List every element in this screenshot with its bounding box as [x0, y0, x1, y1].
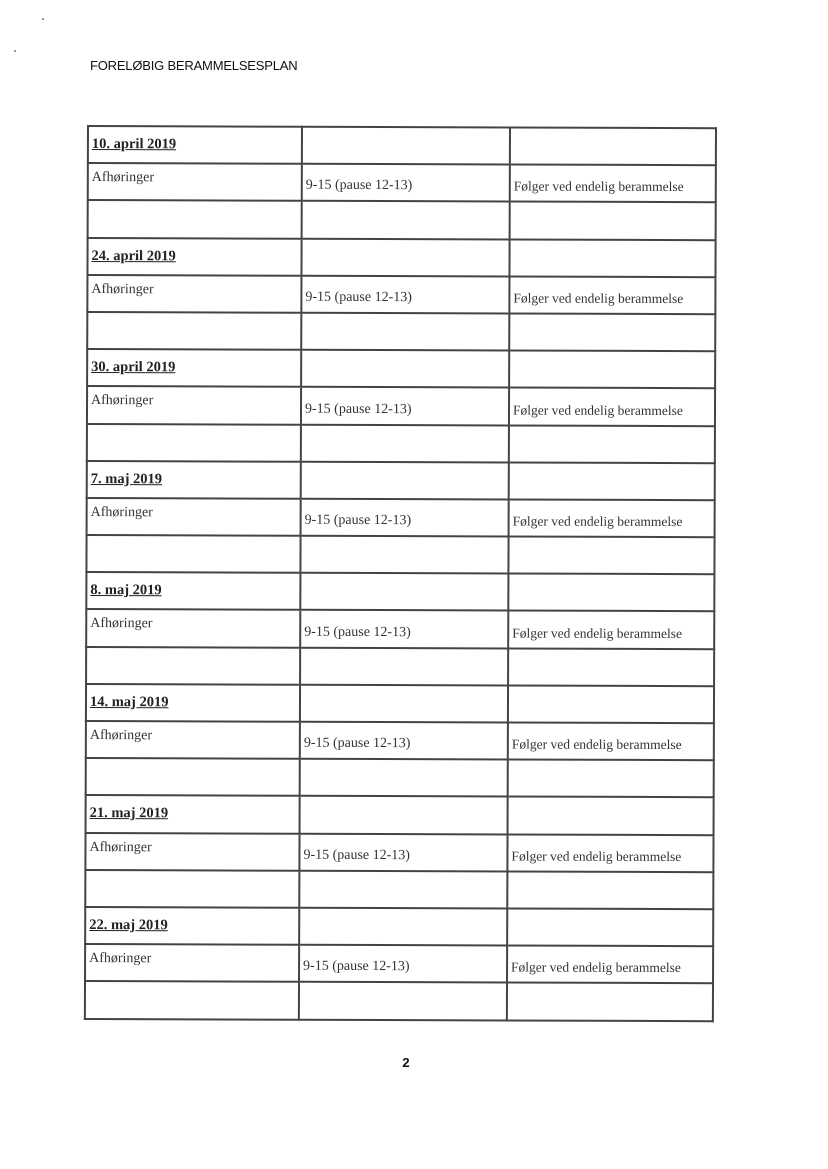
empty-cell — [86, 647, 300, 685]
session-date-row — [88, 126, 716, 165]
session-date: 22. maj 2019 — [89, 917, 168, 934]
empty-cell — [87, 424, 301, 462]
session-time: 9-15 (pause 12-13) — [301, 387, 509, 425]
session-note: Følger ved endelig berammelse — [510, 165, 716, 203]
blank-row — [86, 647, 714, 686]
session-date: 30. april 2019 — [91, 359, 176, 376]
session-detail-row — [86, 609, 714, 648]
blank-row — [85, 981, 713, 1020]
empty-cell — [86, 535, 300, 573]
scan-speck — [14, 50, 16, 52]
empty-cell — [85, 870, 299, 908]
blank-row — [85, 870, 713, 909]
empty-cell — [300, 685, 508, 723]
empty-cell — [508, 685, 714, 723]
session-time: 9-15 (pause 12-13) — [301, 275, 509, 313]
session-date-row — [85, 907, 713, 946]
session-note: Følger ved endelig berammelse — [509, 276, 715, 314]
blank-row — [87, 312, 715, 351]
session-activity: Afhøringer — [88, 163, 302, 201]
session-detail-row — [87, 275, 715, 314]
empty-cell — [299, 870, 507, 908]
empty-cell — [507, 871, 713, 909]
session-detail-row — [87, 498, 715, 537]
scan-speck — [42, 18, 44, 20]
date-cell — [87, 461, 301, 499]
empty-cell — [510, 127, 716, 165]
empty-cell — [300, 796, 508, 834]
session-date: 10. april 2019 — [91, 136, 177, 153]
empty-cell — [509, 462, 715, 500]
empty-cell — [508, 537, 714, 575]
session-note: Følger ved endelig berammelse — [509, 499, 715, 537]
session-date: 21. maj 2019 — [89, 805, 169, 822]
empty-cell — [301, 238, 509, 276]
date-cell — [88, 126, 302, 164]
page-heading: FORELØBIG BERAMMELSESPLAN — [90, 58, 298, 73]
schedule-table — [84, 125, 717, 1022]
empty-cell — [507, 908, 713, 946]
empty-cell — [509, 313, 715, 351]
empty-cell — [509, 351, 715, 389]
schedule-body — [85, 126, 716, 1021]
date-cell — [87, 238, 301, 276]
session-time: 9-15 (pause 12-13) — [300, 722, 508, 760]
session-date-row — [87, 349, 715, 388]
session-date-row — [87, 238, 715, 277]
session-date-row — [87, 461, 715, 500]
empty-cell — [508, 797, 714, 835]
date-cell — [86, 572, 300, 610]
session-note: Følger ved endelig berammelse — [508, 611, 714, 649]
session-activity: Afhøringer — [86, 609, 300, 647]
date-cell — [85, 907, 299, 945]
empty-cell — [509, 239, 715, 277]
session-activity: Afhøringer — [87, 498, 301, 536]
session-time: 9-15 (pause 12-13) — [299, 945, 507, 983]
session-time: 9-15 (pause 12-13) — [299, 833, 507, 871]
empty-cell — [85, 981, 299, 1019]
session-date-row — [86, 795, 714, 834]
session-detail-row — [87, 386, 715, 425]
session-time: 9-15 (pause 12-13) — [302, 164, 510, 202]
empty-cell — [301, 424, 509, 462]
date-cell — [86, 795, 300, 833]
empty-cell — [88, 200, 302, 238]
session-detail-row — [86, 721, 714, 760]
session-activity: Afhøringer — [85, 833, 299, 871]
session-date-row — [86, 684, 714, 723]
empty-cell — [509, 425, 715, 463]
empty-cell — [301, 350, 509, 388]
session-detail-row — [85, 833, 713, 872]
empty-cell — [301, 461, 509, 499]
session-date: 8. maj 2019 — [90, 582, 162, 599]
empty-cell — [302, 201, 510, 239]
session-detail-row — [85, 944, 713, 983]
session-activity: Afhøringer — [87, 386, 301, 424]
empty-cell — [300, 573, 508, 611]
empty-cell — [299, 908, 507, 946]
session-time: 9-15 (pause 12-13) — [301, 499, 509, 537]
session-date: 7. maj 2019 — [90, 470, 163, 488]
empty-cell — [507, 983, 713, 1021]
session-detail-row — [88, 163, 716, 202]
session-note: Følger ved endelig berammelse — [507, 946, 713, 984]
empty-cell — [508, 760, 714, 798]
empty-cell — [302, 127, 510, 165]
date-cell — [87, 349, 301, 387]
session-date: 24. april 2019 — [91, 247, 176, 264]
session-note: Følger ved endelig berammelse — [509, 388, 715, 426]
session-note: Følger ved endelig berammelse — [507, 834, 713, 872]
empty-cell — [508, 648, 714, 686]
blank-row — [87, 424, 715, 463]
blank-row — [88, 200, 716, 239]
blank-row — [86, 758, 714, 797]
session-activity: Afhøringer — [85, 944, 299, 982]
empty-cell — [87, 312, 301, 350]
empty-cell — [510, 202, 716, 240]
blank-row — [86, 535, 714, 574]
session-activity: Afhøringer — [86, 721, 300, 759]
session-time: 9-15 (pause 12-13) — [300, 610, 508, 648]
session-date: 14. maj 2019 — [89, 693, 169, 711]
empty-cell — [300, 647, 508, 685]
empty-cell — [301, 313, 509, 351]
empty-cell — [86, 758, 300, 796]
empty-cell — [300, 536, 508, 574]
empty-cell — [299, 982, 507, 1020]
empty-cell — [300, 759, 508, 797]
session-activity: Afhøringer — [87, 275, 301, 313]
session-date-row — [86, 572, 714, 611]
page-number: 2 — [402, 1055, 410, 1070]
session-note: Følger ved endelig berammelse — [508, 722, 714, 760]
date-cell — [86, 684, 300, 722]
empty-cell — [508, 574, 714, 612]
